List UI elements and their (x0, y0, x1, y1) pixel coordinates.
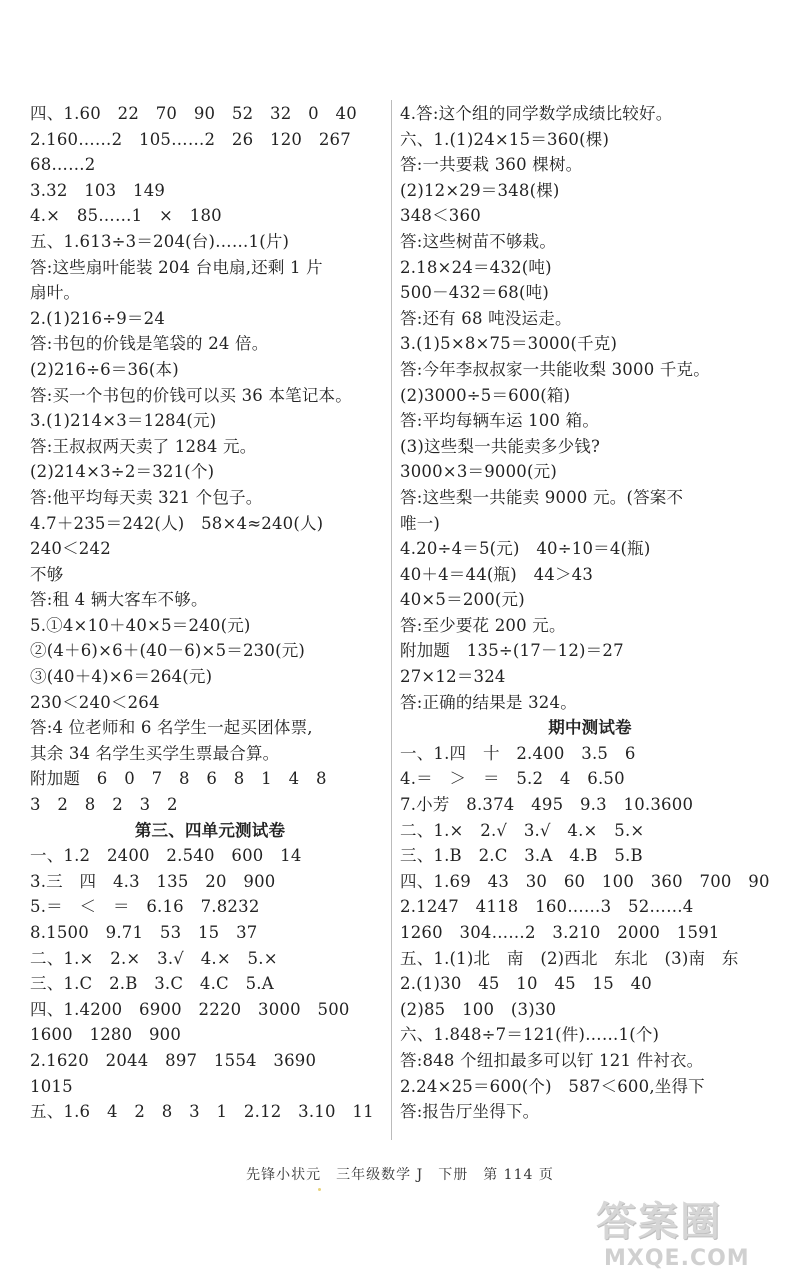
answer-line: 1600 1280 900 (30, 1025, 182, 1045)
answer-line: 六、1.(1)24×15＝360(棵) (400, 129, 610, 149)
answer-line: 附加题 6 0 7 8 6 8 1 4 8 (30, 769, 327, 789)
answer-line: (2)3000÷5＝600(箱) (400, 385, 571, 405)
section-title: 期中测试卷 (548, 718, 632, 738)
watermark-text: 答案圈 (596, 1199, 722, 1245)
answer-line: 2.18×24＝432(吨) (400, 257, 552, 277)
answer-line: 答:这些树苗不够栽。 (400, 231, 557, 251)
answer-line: 5.＝ ＜ ＝ 6.16 7.8232 (30, 897, 260, 917)
answer-line: 一、1.四 十 2.400 3.5 6 (400, 743, 636, 763)
answer-line: 3 2 8 2 3 2 (30, 795, 178, 815)
answer-line: 五、1.613÷3＝204(台)……1(片) (30, 231, 290, 251)
answer-line: 四、1.60 22 70 90 52 32 0 40 (30, 104, 357, 123)
answer-line: (2)216÷6＝36(本) (30, 359, 179, 379)
answer-line: 三、1.C 2.B 3.C 4.C 5.A (30, 974, 274, 994)
answer-line: 答:正确的结果是 324。 (400, 692, 577, 712)
answer-line: 4.＝ ＞ ＝ 5.2 4 6.50 (400, 769, 625, 789)
answer-line: 扇叶。 (30, 283, 81, 303)
answer-line: 答:他平均每天卖 321 个包子。 (30, 487, 263, 507)
answer-line: 230＜240＜264 (30, 692, 160, 712)
answer-line: 68……2 (30, 155, 96, 175)
column-divider (391, 100, 392, 1140)
answer-line: 附加题 135÷(17－12)＝27 (400, 641, 624, 661)
answer-line: 答:这些梨一共能卖 9000 元。(答案不 (400, 487, 684, 507)
answer-line: 40＋4＝44(瓶) 44＞43 (400, 564, 594, 584)
watermark-url: MXQE.COM (604, 1246, 750, 1271)
answer-line: 4.20÷4＝5(元) 40÷10＝4(瓶) (400, 539, 651, 559)
answer-line: 3000×3＝9000(元) (400, 462, 557, 482)
answer-line: 答:848 个纽扣最多可以钉 121 件衬衣。 (400, 1050, 704, 1070)
answer-line: 答:今年李叔叔家一共能收梨 3000 千克。 (400, 359, 710, 379)
answer-line: 唯一) (400, 513, 441, 533)
answer-line: 2.(1)216÷9＝24 (30, 308, 166, 328)
answer-line: 答:书包的价钱是笔袋的 24 倍。 (30, 334, 269, 354)
answer-line: 不够 (30, 564, 64, 584)
answer-line: ③(40＋4)×6＝264(元) (30, 667, 213, 687)
answer-line: ②(4＋6)×6＋(40－6)×5＝230(元) (30, 641, 306, 661)
answer-line: 1015 (30, 1076, 73, 1096)
answer-line: 五、1.(1)北 南 (2)西北 东北 (3)南 东 (400, 948, 739, 968)
answer-line: 答:王叔叔两天卖了 1284 元。 (30, 436, 257, 456)
answer-line: 答:至少要花 200 元。 (400, 615, 566, 635)
answer-line: 2.1620 2044 897 1554 3690 (30, 1050, 317, 1070)
answer-line: 2.24×25＝600(个) 587＜600,坐得下 (400, 1076, 705, 1096)
answer-line: 答:4 位老师和 6 名学生一起买团体票, (30, 718, 313, 738)
answer-line: 3.(1)214×3＝1284(元) (30, 411, 217, 431)
answer-line: 答:平均每辆车运 100 箱。 (400, 411, 600, 431)
answer-line: (2)214×3÷2＝321(个) (30, 462, 215, 482)
answer-line: 其余 34 名学生买学生票最合算。 (30, 743, 280, 763)
answer-line: 4.× 85……1 × 180 (30, 206, 222, 226)
answer-line: 27×12＝324 (400, 667, 506, 687)
answer-line: 2.160……2 105……2 26 120 267 (30, 129, 351, 149)
answer-line: 答:一共要栽 360 棵树。 (400, 155, 583, 175)
left-column (30, 101, 390, 1125)
answer-line: 答:这些扇叶能装 204 台电扇,还剩 1 片 (30, 257, 323, 277)
answer-line: 二、1.× 2.√ 3.√ 4.× 5.× (400, 820, 645, 840)
decorative-dot (318, 1188, 321, 1191)
answer-line: 答:租 4 辆大客车不够。 (30, 590, 208, 610)
answer-line: 4.7＋235＝242(人) 58×4≈240(人) (30, 513, 324, 533)
right-column (400, 101, 780, 1125)
answer-line: 500－432＝68(吨) (400, 283, 549, 303)
watermark-logo (596, 1190, 786, 1275)
answer-line: (2)85 100 (3)30 (400, 999, 557, 1019)
answer-line: 40×5＝200(元) (400, 590, 525, 610)
answer-line: 3.(1)5×8×75＝3000(千克) (400, 334, 618, 354)
answer-line: 答:买一个书包的价钱可以买 36 本笔记本。 (30, 385, 352, 405)
answer-line: 答:还有 68 吨没运走。 (400, 308, 572, 328)
answer-line: 四、1.4200 6900 2220 3000 500 (30, 999, 350, 1019)
page-footer: 先锋小状元 三年级数学 J 下册 第 114 页 (246, 1167, 554, 1183)
answer-line: 3.三 四 4.3 135 20 900 (30, 871, 276, 891)
answer-line: 7.小芳 8.374 495 9.3 10.3600 (400, 795, 694, 815)
answer-line: (2)12×29＝348(棵) (400, 180, 560, 200)
answer-line: 2.1247 4118 160……3 52……4 (400, 897, 694, 917)
answer-line: 5.①4×10＋40×5＝240(元) (30, 615, 251, 635)
answer-line: 二、1.× 2.× 3.√ 4.× 5.× (30, 948, 278, 968)
answer-line: 240＜242 (30, 539, 111, 559)
answer-line: 答:报告厅坐得下。 (400, 1102, 540, 1122)
answer-line: 8.1500 9.71 53 15 37 (30, 923, 258, 942)
answer-line: 348＜360 (400, 206, 481, 226)
answer-line: 四、1.69 43 30 60 100 360 700 90 (400, 871, 770, 891)
answer-line: 4.答:这个组的同学数学成绩比较好。 (400, 104, 673, 123)
answer-line: 2.(1)30 45 10 45 15 40 (400, 974, 652, 994)
answer-line: (3)这些梨一共能卖多少钱? (400, 436, 601, 456)
answer-line: 三、1.B 2.C 3.A 4.B 5.B (400, 846, 643, 866)
answer-line: 3.32 103 149 (30, 180, 166, 200)
answer-line: 1260 304……2 3.210 2000 1591 (400, 923, 720, 942)
answer-line: 五、1.6 4 2 8 3 1 2.12 3.10 11 (30, 1102, 374, 1122)
section-title: 第三、四单元测试卷 (134, 820, 286, 840)
answer-line: 一、1.2 2400 2.540 600 14 (30, 846, 302, 866)
answer-line: 六、1.848÷7＝121(件)……1(个) (400, 1025, 660, 1045)
